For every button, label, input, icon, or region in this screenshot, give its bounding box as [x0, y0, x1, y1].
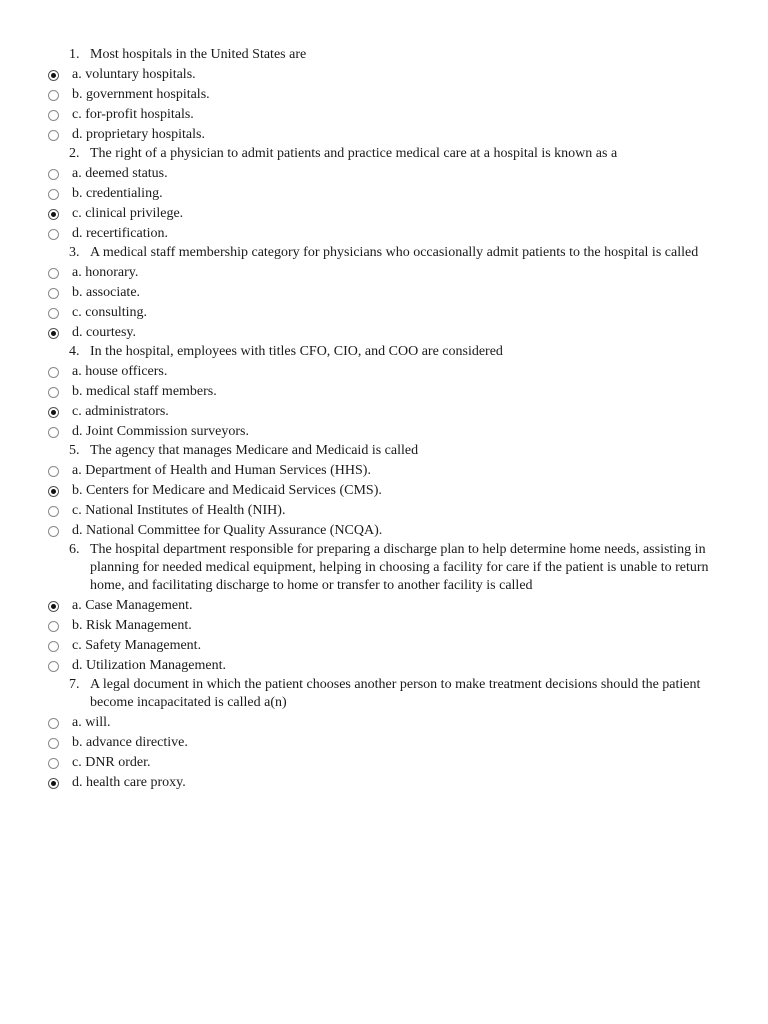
question-number: 6.: [69, 542, 80, 557]
question-number: 7.: [69, 677, 80, 692]
radio-unselected-icon[interactable]: [48, 758, 59, 769]
question-number: 1.: [69, 47, 80, 62]
radio-selected-icon[interactable]: [48, 486, 59, 497]
question-4: [0, 343, 768, 361]
answer-label: c. administrators.: [72, 404, 169, 419]
answer-option[interactable]: [0, 753, 768, 773]
question-number: 4.: [69, 344, 80, 359]
radio-unselected-icon[interactable]: [48, 526, 59, 537]
question-text: A medical staff membership category for physicians who occasionally admit patients to the hospital is called: [90, 245, 699, 260]
radio-unselected-icon[interactable]: [48, 169, 59, 180]
answer-label: d. courtesy.: [72, 325, 137, 340]
radio-unselected-icon[interactable]: [48, 288, 59, 299]
answer-option[interactable]: [0, 85, 768, 105]
answer-option[interactable]: [0, 382, 768, 402]
answer-label: b. advance directive.: [72, 735, 188, 750]
answer-option[interactable]: [0, 501, 768, 521]
answer-label: b. associate.: [72, 285, 141, 300]
answer-option[interactable]: [0, 402, 768, 422]
answer-option[interactable]: [0, 773, 768, 793]
radio-unselected-icon[interactable]: [48, 661, 59, 672]
radio-unselected-icon[interactable]: [48, 427, 59, 438]
answer-option[interactable]: [0, 461, 768, 481]
answer-label: a. deemed status.: [72, 166, 168, 181]
radio-selected-icon[interactable]: [48, 407, 59, 418]
answer-option[interactable]: [0, 656, 768, 676]
answer-option[interactable]: [0, 521, 768, 541]
answer-label: a. house officers.: [72, 364, 168, 379]
question-2: [0, 145, 768, 163]
answer-option[interactable]: [0, 184, 768, 204]
question-7: [0, 676, 768, 712]
radio-unselected-icon[interactable]: [48, 130, 59, 141]
answer-option[interactable]: [0, 713, 768, 733]
answer-option[interactable]: [0, 636, 768, 656]
radio-unselected-icon[interactable]: [48, 621, 59, 632]
radio-selected-icon[interactable]: [48, 601, 59, 612]
answer-option[interactable]: [0, 481, 768, 501]
answer-label: c. consulting.: [72, 305, 148, 320]
answer-label: b. Centers for Medicare and Medicaid Services (CMS).: [72, 483, 382, 498]
radio-unselected-icon[interactable]: [48, 229, 59, 240]
answer-label: a. voluntary hospitals.: [72, 67, 196, 82]
question-text: A legal document in which the patient chooses another person to make treatment decisions should the patient become incapacitated is called a(n): [90, 677, 701, 710]
answer-label: d. recertification.: [72, 226, 169, 241]
question-number: 3.: [69, 245, 80, 260]
question-text: The hospital department responsible for preparing a discharge plan to help determine home needs, assisting in planning for needed medical equipment, helping in choosing a facility for care if the patient is unable to return home, and facilitating discharge to home or transfer to another facility is called: [90, 542, 709, 593]
answer-option[interactable]: [0, 422, 768, 442]
answer-option[interactable]: [0, 323, 768, 343]
question-5: [0, 442, 768, 460]
radio-selected-icon[interactable]: [48, 209, 59, 220]
answer-option[interactable]: [0, 125, 768, 145]
answer-label: d. health care proxy.: [72, 775, 186, 790]
answer-label: d. National Committee for Quality Assurance (NCQA).: [72, 523, 383, 538]
answer-label: c. National Institutes of Health (NIH).: [72, 503, 286, 518]
answer-option[interactable]: [0, 263, 768, 283]
question-6: [0, 541, 768, 595]
answer-option[interactable]: [0, 596, 768, 616]
question-number: 5.: [69, 443, 80, 458]
radio-unselected-icon[interactable]: [48, 110, 59, 121]
question-text: In the hospital, employees with titles CFO, CIO, and COO are considered: [90, 344, 503, 359]
answer-label: c. Safety Management.: [72, 638, 202, 653]
question-1: [0, 46, 768, 64]
question-number: 2.: [69, 146, 80, 161]
question-text: Most hospitals in the United States are: [90, 47, 307, 62]
radio-unselected-icon[interactable]: [48, 90, 59, 101]
radio-unselected-icon[interactable]: [48, 718, 59, 729]
answer-label: a. Department of Health and Human Services (HHS).: [72, 463, 371, 478]
answer-label: a. honorary.: [72, 265, 139, 280]
answer-label: c. DNR order.: [72, 755, 151, 770]
answer-option[interactable]: [0, 224, 768, 244]
answer-option[interactable]: [0, 65, 768, 85]
answer-label: c. for-profit hospitals.: [72, 107, 194, 122]
question-3: [0, 244, 768, 262]
answer-label: d. Utilization Management.: [72, 658, 226, 673]
radio-unselected-icon[interactable]: [48, 308, 59, 319]
radio-selected-icon[interactable]: [48, 328, 59, 339]
question-text: The agency that manages Medicare and Medicaid is called: [90, 443, 419, 458]
answer-label: d. Joint Commission surveyors.: [72, 424, 249, 439]
answer-option[interactable]: [0, 616, 768, 636]
answer-label: a. Case Management.: [72, 598, 193, 613]
answer-label: b. Risk Management.: [72, 618, 192, 633]
answer-label: a. will.: [72, 715, 111, 730]
question-text: The right of a physician to admit patients and practice medical care at a hospital is known as a: [90, 146, 618, 161]
answer-option[interactable]: [0, 362, 768, 382]
quiz-container: [0, 46, 768, 793]
answer-option[interactable]: [0, 105, 768, 125]
radio-unselected-icon[interactable]: [48, 268, 59, 279]
answer-label: c. clinical privilege.: [72, 206, 184, 221]
radio-unselected-icon[interactable]: [48, 466, 59, 477]
radio-unselected-icon[interactable]: [48, 506, 59, 517]
radio-unselected-icon[interactable]: [48, 367, 59, 378]
radio-unselected-icon[interactable]: [48, 738, 59, 749]
radio-unselected-icon[interactable]: [48, 641, 59, 652]
radio-selected-icon[interactable]: [48, 778, 59, 789]
answer-label: b. credentialing.: [72, 186, 163, 201]
answer-option[interactable]: [0, 164, 768, 184]
answer-option[interactable]: [0, 283, 768, 303]
radio-unselected-icon[interactable]: [48, 189, 59, 200]
answer-option[interactable]: [0, 303, 768, 323]
answer-option[interactable]: [0, 204, 768, 224]
answer-label: d. proprietary hospitals.: [72, 127, 205, 142]
radio-selected-icon[interactable]: [48, 70, 59, 81]
answer-label: b. medical staff members.: [72, 384, 217, 399]
answer-option[interactable]: [0, 733, 768, 753]
radio-unselected-icon[interactable]: [48, 387, 59, 398]
answer-label: b. government hospitals.: [72, 87, 210, 102]
